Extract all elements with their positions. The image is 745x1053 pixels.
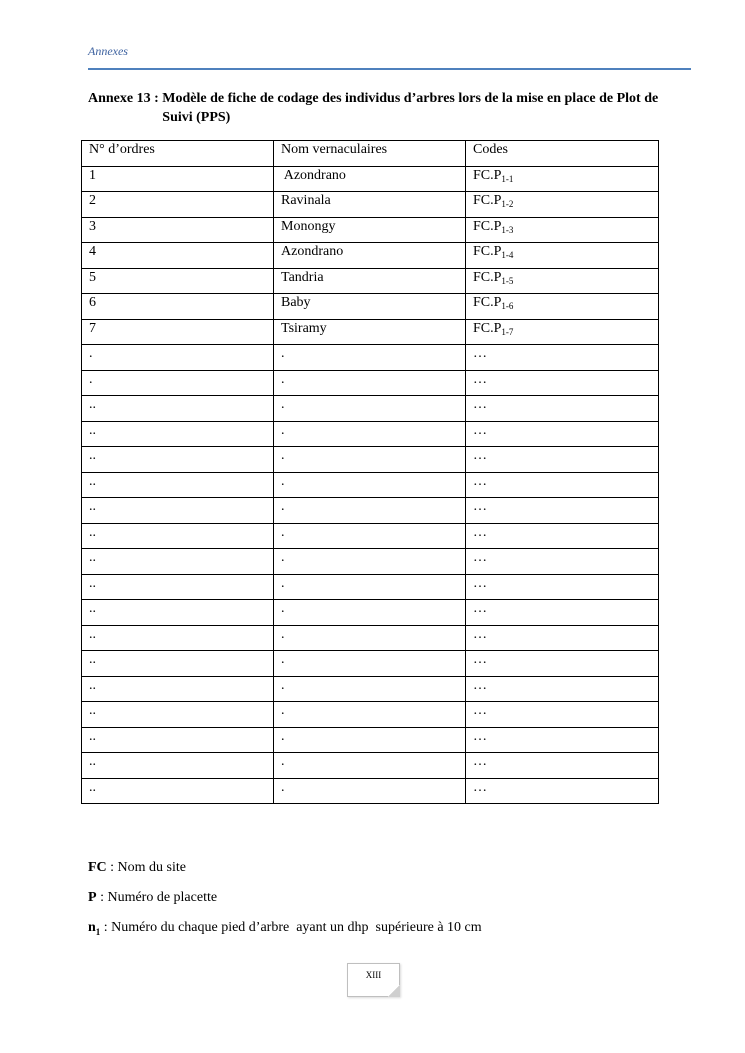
table-row xyxy=(82,396,659,422)
cell-code xyxy=(466,523,659,549)
code-base: … xyxy=(473,524,487,540)
table-row xyxy=(82,472,659,498)
code-base: … xyxy=(473,346,487,361)
cell-ordre: .. xyxy=(82,727,274,753)
cell-nom: Tsiramy xyxy=(274,319,466,345)
header-rule xyxy=(88,68,691,70)
cell-code xyxy=(466,702,659,728)
table-row xyxy=(82,625,659,651)
column-header-code: Codes xyxy=(466,141,659,167)
cell-nom: Azondrano xyxy=(274,243,466,269)
page-number-box xyxy=(347,963,400,997)
cell-ordre: 2 xyxy=(82,192,274,218)
cell-ordre: 6 xyxy=(82,294,274,320)
legend-term-subscript: 1 xyxy=(95,926,101,937)
cell-nom: Azondrano xyxy=(274,166,466,192)
cell-nom: . xyxy=(274,447,466,473)
legend-description: : Numéro de placette xyxy=(96,890,218,905)
legend-term-text: n xyxy=(88,920,96,935)
cell-ordre: .. xyxy=(82,600,274,626)
cell-code xyxy=(466,676,659,702)
cell-code xyxy=(466,727,659,753)
code-base: … xyxy=(473,575,487,591)
cell-ordre: . xyxy=(82,370,274,396)
code-base: FC.P xyxy=(473,295,502,310)
column-header-nom: Nom vernaculaires xyxy=(274,141,466,167)
annex-title xyxy=(88,89,688,127)
code-base: … xyxy=(473,448,487,463)
cell-code xyxy=(466,268,659,294)
cell-code xyxy=(466,447,659,473)
cell-nom: Tandria xyxy=(274,268,466,294)
cell-code xyxy=(466,319,659,345)
cell-ordre: 4 xyxy=(82,243,274,269)
code-base: … xyxy=(473,779,487,795)
cell-ordre: .. xyxy=(82,472,274,498)
cell-ordre: 1 xyxy=(82,166,274,192)
cell-nom: Baby xyxy=(274,294,466,320)
table-row xyxy=(82,498,659,524)
cell-code xyxy=(466,217,659,243)
cell-code xyxy=(466,498,659,524)
table-row xyxy=(82,421,659,447)
legend-description: : Nom du site xyxy=(106,860,187,875)
cell-ordre: .. xyxy=(82,498,274,524)
code-base: FC.P xyxy=(473,320,502,336)
cell-ordre: .. xyxy=(82,421,274,447)
code-subscript: 1-6 xyxy=(501,301,514,311)
cell-ordre: .. xyxy=(82,574,274,600)
table-row xyxy=(82,319,659,345)
cell-ordre: 3 xyxy=(82,217,274,243)
cell-code xyxy=(466,345,659,371)
code-subscript: 1-1 xyxy=(501,173,514,184)
legend-term xyxy=(88,920,100,935)
code-subscript: 1-2 xyxy=(501,199,514,209)
cell-ordre: .. xyxy=(82,702,274,728)
code-base: FC.P xyxy=(473,244,502,259)
code-subscript: 1-4 xyxy=(501,250,514,260)
annex-title-text: Modèle de fiche de codage des individus d’arbres lors de la mise en place de Plot de Suivi (PPS) xyxy=(162,91,659,125)
code-subscript: 1-3 xyxy=(501,224,514,235)
cell-code xyxy=(466,574,659,600)
cell-nom: . xyxy=(274,574,466,600)
cell-code xyxy=(466,396,659,422)
code-base: … xyxy=(473,728,487,744)
cell-nom: . xyxy=(274,651,466,677)
page-number: XIII xyxy=(365,970,382,980)
code-base: … xyxy=(473,371,487,387)
cell-ordre: . xyxy=(82,345,274,371)
code-base: … xyxy=(473,422,487,438)
cell-ordre: .. xyxy=(82,676,274,702)
table-row xyxy=(82,217,659,243)
cell-code xyxy=(466,778,659,804)
table-row xyxy=(82,447,659,473)
cell-code xyxy=(466,294,659,320)
cell-nom: Ravinala xyxy=(274,192,466,218)
legend-item xyxy=(88,920,482,937)
cell-code xyxy=(466,753,659,779)
cell-nom: . xyxy=(274,345,466,371)
cell-code xyxy=(466,651,659,677)
cell-ordre: 5 xyxy=(82,268,274,294)
column-header-ordre: N° d’ordres xyxy=(82,141,274,167)
table-row xyxy=(82,268,659,294)
cell-ordre: .. xyxy=(82,778,274,804)
cell-nom: . xyxy=(274,421,466,447)
page-corner-fold xyxy=(388,985,400,997)
code-base: … xyxy=(473,397,487,412)
cell-code xyxy=(466,549,659,575)
coding-table xyxy=(81,140,659,804)
legend-term-text: P xyxy=(88,890,97,905)
cell-nom: . xyxy=(274,702,466,728)
cell-nom: . xyxy=(274,549,466,575)
cell-nom: . xyxy=(274,523,466,549)
cell-ordre: .. xyxy=(82,523,274,549)
legend-item xyxy=(88,860,186,877)
table-row xyxy=(82,523,659,549)
table-row xyxy=(82,753,659,779)
code-base: … xyxy=(473,473,487,489)
cell-nom: . xyxy=(274,472,466,498)
table-body xyxy=(82,166,659,804)
code-base: … xyxy=(473,754,487,769)
annex-label: Annexe 13 : xyxy=(88,91,159,106)
cell-code xyxy=(466,421,659,447)
table-row xyxy=(82,574,659,600)
table-row xyxy=(82,294,659,320)
cell-ordre: .. xyxy=(82,396,274,422)
table-row xyxy=(82,345,659,371)
cell-code xyxy=(466,192,659,218)
legend-term xyxy=(88,890,97,905)
code-base: … xyxy=(473,652,487,667)
table-row xyxy=(82,676,659,702)
table-row xyxy=(82,166,659,192)
cell-nom: . xyxy=(274,498,466,524)
legend-description: : Numéro du chaque pied d’arbre ayant un dhp supérieure à 10 cm xyxy=(100,920,482,935)
cell-code xyxy=(466,243,659,269)
cell-code xyxy=(466,625,659,651)
code-subscript: 1-7 xyxy=(501,326,514,337)
code-base: … xyxy=(473,703,487,718)
table-row xyxy=(82,600,659,626)
cell-code xyxy=(466,600,659,626)
code-base: … xyxy=(473,499,487,514)
table-row xyxy=(82,243,659,269)
cell-nom: . xyxy=(274,370,466,396)
legend-term xyxy=(88,860,107,875)
table-row xyxy=(82,778,659,804)
cell-nom: . xyxy=(274,753,466,779)
cell-ordre: .. xyxy=(82,549,274,575)
table-row xyxy=(82,702,659,728)
cell-ordre: .. xyxy=(82,651,274,677)
cell-code xyxy=(466,370,659,396)
table-header-row xyxy=(82,141,659,167)
cell-nom: . xyxy=(274,778,466,804)
legend-item xyxy=(88,890,217,907)
code-base: … xyxy=(473,550,487,565)
code-base: … xyxy=(473,601,487,616)
code-base: FC.P xyxy=(473,167,502,183)
cell-nom: . xyxy=(274,600,466,626)
table-row xyxy=(82,727,659,753)
code-base: … xyxy=(473,626,487,642)
code-base: FC.P xyxy=(473,193,502,208)
table-row xyxy=(82,549,659,575)
table-row xyxy=(82,192,659,218)
cell-nom: . xyxy=(274,727,466,753)
cell-code xyxy=(466,472,659,498)
cell-nom: Monongy xyxy=(274,217,466,243)
cell-code xyxy=(466,166,659,192)
code-base: … xyxy=(473,677,487,693)
cell-ordre: 7 xyxy=(82,319,274,345)
code-base: FC.P xyxy=(473,269,502,285)
running-header: Annexes xyxy=(88,44,128,58)
table-row xyxy=(82,370,659,396)
cell-ordre: .. xyxy=(82,753,274,779)
cell-ordre: .. xyxy=(82,625,274,651)
table-row xyxy=(82,651,659,677)
cell-nom: . xyxy=(274,625,466,651)
code-subscript: 1-5 xyxy=(501,275,514,286)
cell-ordre: .. xyxy=(82,447,274,473)
cell-nom: . xyxy=(274,396,466,422)
cell-nom: . xyxy=(274,676,466,702)
legend-term-text: FC xyxy=(88,860,107,875)
code-base: FC.P xyxy=(473,218,502,234)
